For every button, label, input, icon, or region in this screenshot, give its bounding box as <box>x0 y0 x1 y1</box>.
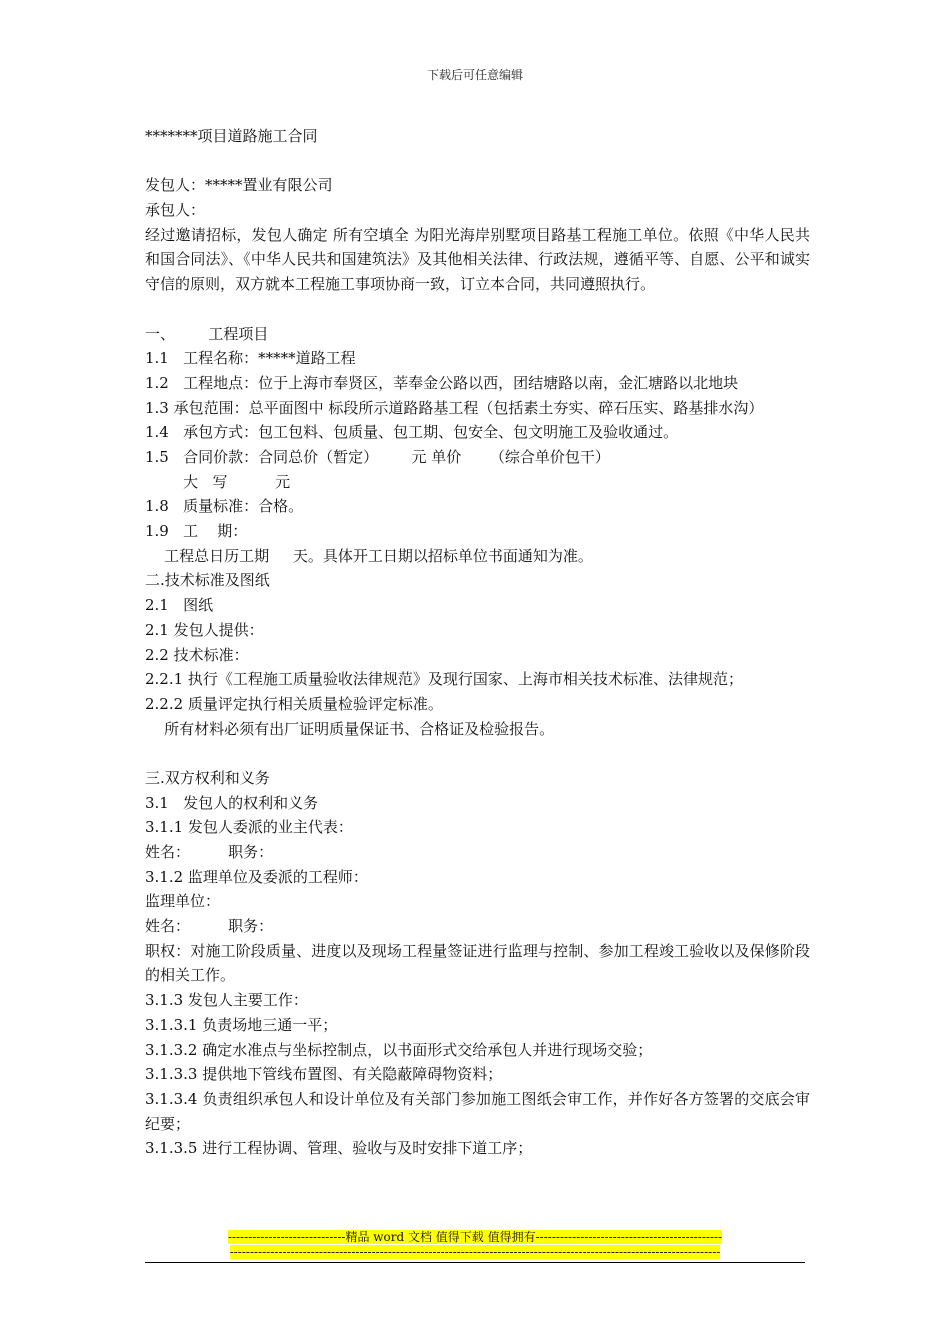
clause-1-2: 1.2 工程地点：位于上海市奉贤区，莘奉金公路以西，团结塘路以南，金汇塘路以北地块 <box>145 373 739 392</box>
clause-3-1-1: 3.1.1 发包人委派的业主代表： <box>145 818 353 837</box>
spacer <box>145 297 810 322</box>
contract-body <box>145 124 810 1161</box>
footer-banner-text: -----------------------------精品 word 文档 值得下载 值得拥有---------------------------------------------- <box>227 1230 723 1244</box>
clause-3-1-3-5: 3.1.3.5 进行工程协调、管理、验收与及时安排下道工序； <box>145 1139 533 1158</box>
clause-1-8: 1.8 质量标准：合格。 <box>145 497 304 516</box>
clause-1-1: 1.1 工程名称：*****道路工程 <box>145 349 356 368</box>
clause-1-3: 1.3 承包范围：总平面图中 标段所示道路路基工程（包括素土夯实、碎石压实、路基排水沟） <box>145 398 764 417</box>
clause-3-1: 3.1 发包人的权利和义务 <box>145 793 319 812</box>
clause-2-1-provider: 2.1 发包人提供： <box>145 620 264 639</box>
section-1-title: 一、 工程项目 <box>145 324 269 343</box>
clause-3-1-3-3: 3.1.3.3 提供地下管线布置图、有关隐蔽障碍物资料； <box>145 1065 503 1084</box>
section-3-title: 三.双方权利和义务 <box>145 768 270 787</box>
name-post-line-owner: 姓名： 职务： <box>145 843 274 861</box>
page-header-note: 下载后可任意编辑 <box>426 68 523 82</box>
name-post-line-engineer: 姓名： 职务： <box>145 917 274 936</box>
duty-paragraph: 职权：对施工阶段质量、进度以及现场工程量签证进行监理与控制、参加工程竣工验收以及保修阶段的相关工作。 <box>145 941 810 985</box>
clause-2-2: 2.2 技术标准： <box>145 645 249 664</box>
spacer <box>145 741 810 766</box>
clause-1-9: 1.9 工 期： <box>145 522 248 541</box>
clause-1-5-amount-words: 大 写 元 <box>145 472 291 491</box>
clause-3-1-3-2: 3.1.3.2 确定水准点与坐标控制点，以书面形式交给承包人并进行现场交验； <box>145 1040 653 1059</box>
footer-dash-text: ------------------------------------------------------------------------------------------------------------------------- <box>229 1245 721 1259</box>
footer-rule <box>145 1262 805 1263</box>
clause-3-1-3-1: 3.1.3.1 负责场地三通一平； <box>145 1015 338 1034</box>
clause-3-1-3: 3.1.3 发包人主要工作： <box>145 991 308 1010</box>
employer-line: 发包人：*****置业有限公司 <box>145 176 333 195</box>
clause-2-1: 2.1 图纸 <box>145 596 214 615</box>
clause-2-2-2: 2.2.2 质量评定执行相关质量检验评定标准。 <box>145 694 443 713</box>
clause-3-1-2: 3.1.2 监理单位及委派的工程师： <box>145 867 368 886</box>
spacer <box>145 149 810 174</box>
clause-2-2-1: 2.2.1 执行《工程施工质量验收法律规范》及现行国家、上海市相关技术标准、法律规范； <box>145 670 743 689</box>
section-2-title: 二.技术标准及图纸 <box>145 571 270 590</box>
clause-1-9-detail: 工程总日历工期 天。具体开工日期以招标单位书面通知为准。 <box>145 546 593 565</box>
footer-banner <box>0 1230 950 1244</box>
footer-dash-line <box>0 1245 950 1259</box>
materials-note: 所有材料必须有出厂证明质量保证书、合格证及检验报告。 <box>145 719 555 738</box>
intro-paragraph: 经过邀请招标，发包人确定 所有空填全 为阳光海岸别墅项目路基工程施工单位。依照《中华人民共和国合同法》、《中华人民共和国建筑法》及其他相关法律、行政法规，遵循平等、自愿、公平和诚实守信的原则，双方就本工程施工事项协商一致，订立本合同，共同遵照执行。 <box>145 225 810 294</box>
clause-3-1-3-4: 3.1.3.4 负责组织承包人和设计单位及有关部门参加施工图纸会审工作，并作好各方签署的交底会审纪要； <box>145 1089 810 1133</box>
contract-title: *******项目道路施工合同 <box>145 127 318 145</box>
contractor-line: 承包人： <box>145 201 206 220</box>
clause-1-5: 1.5 合同价款：合同总价（暂定） 元 单价 （综合单价包干） <box>145 448 610 466</box>
clause-1-4: 1.4 承包方式：包工包料、包质量、包工期、包安全、包文明施工及验收通过。 <box>145 423 679 442</box>
supervisor-unit-line: 监理单位： <box>145 892 221 911</box>
